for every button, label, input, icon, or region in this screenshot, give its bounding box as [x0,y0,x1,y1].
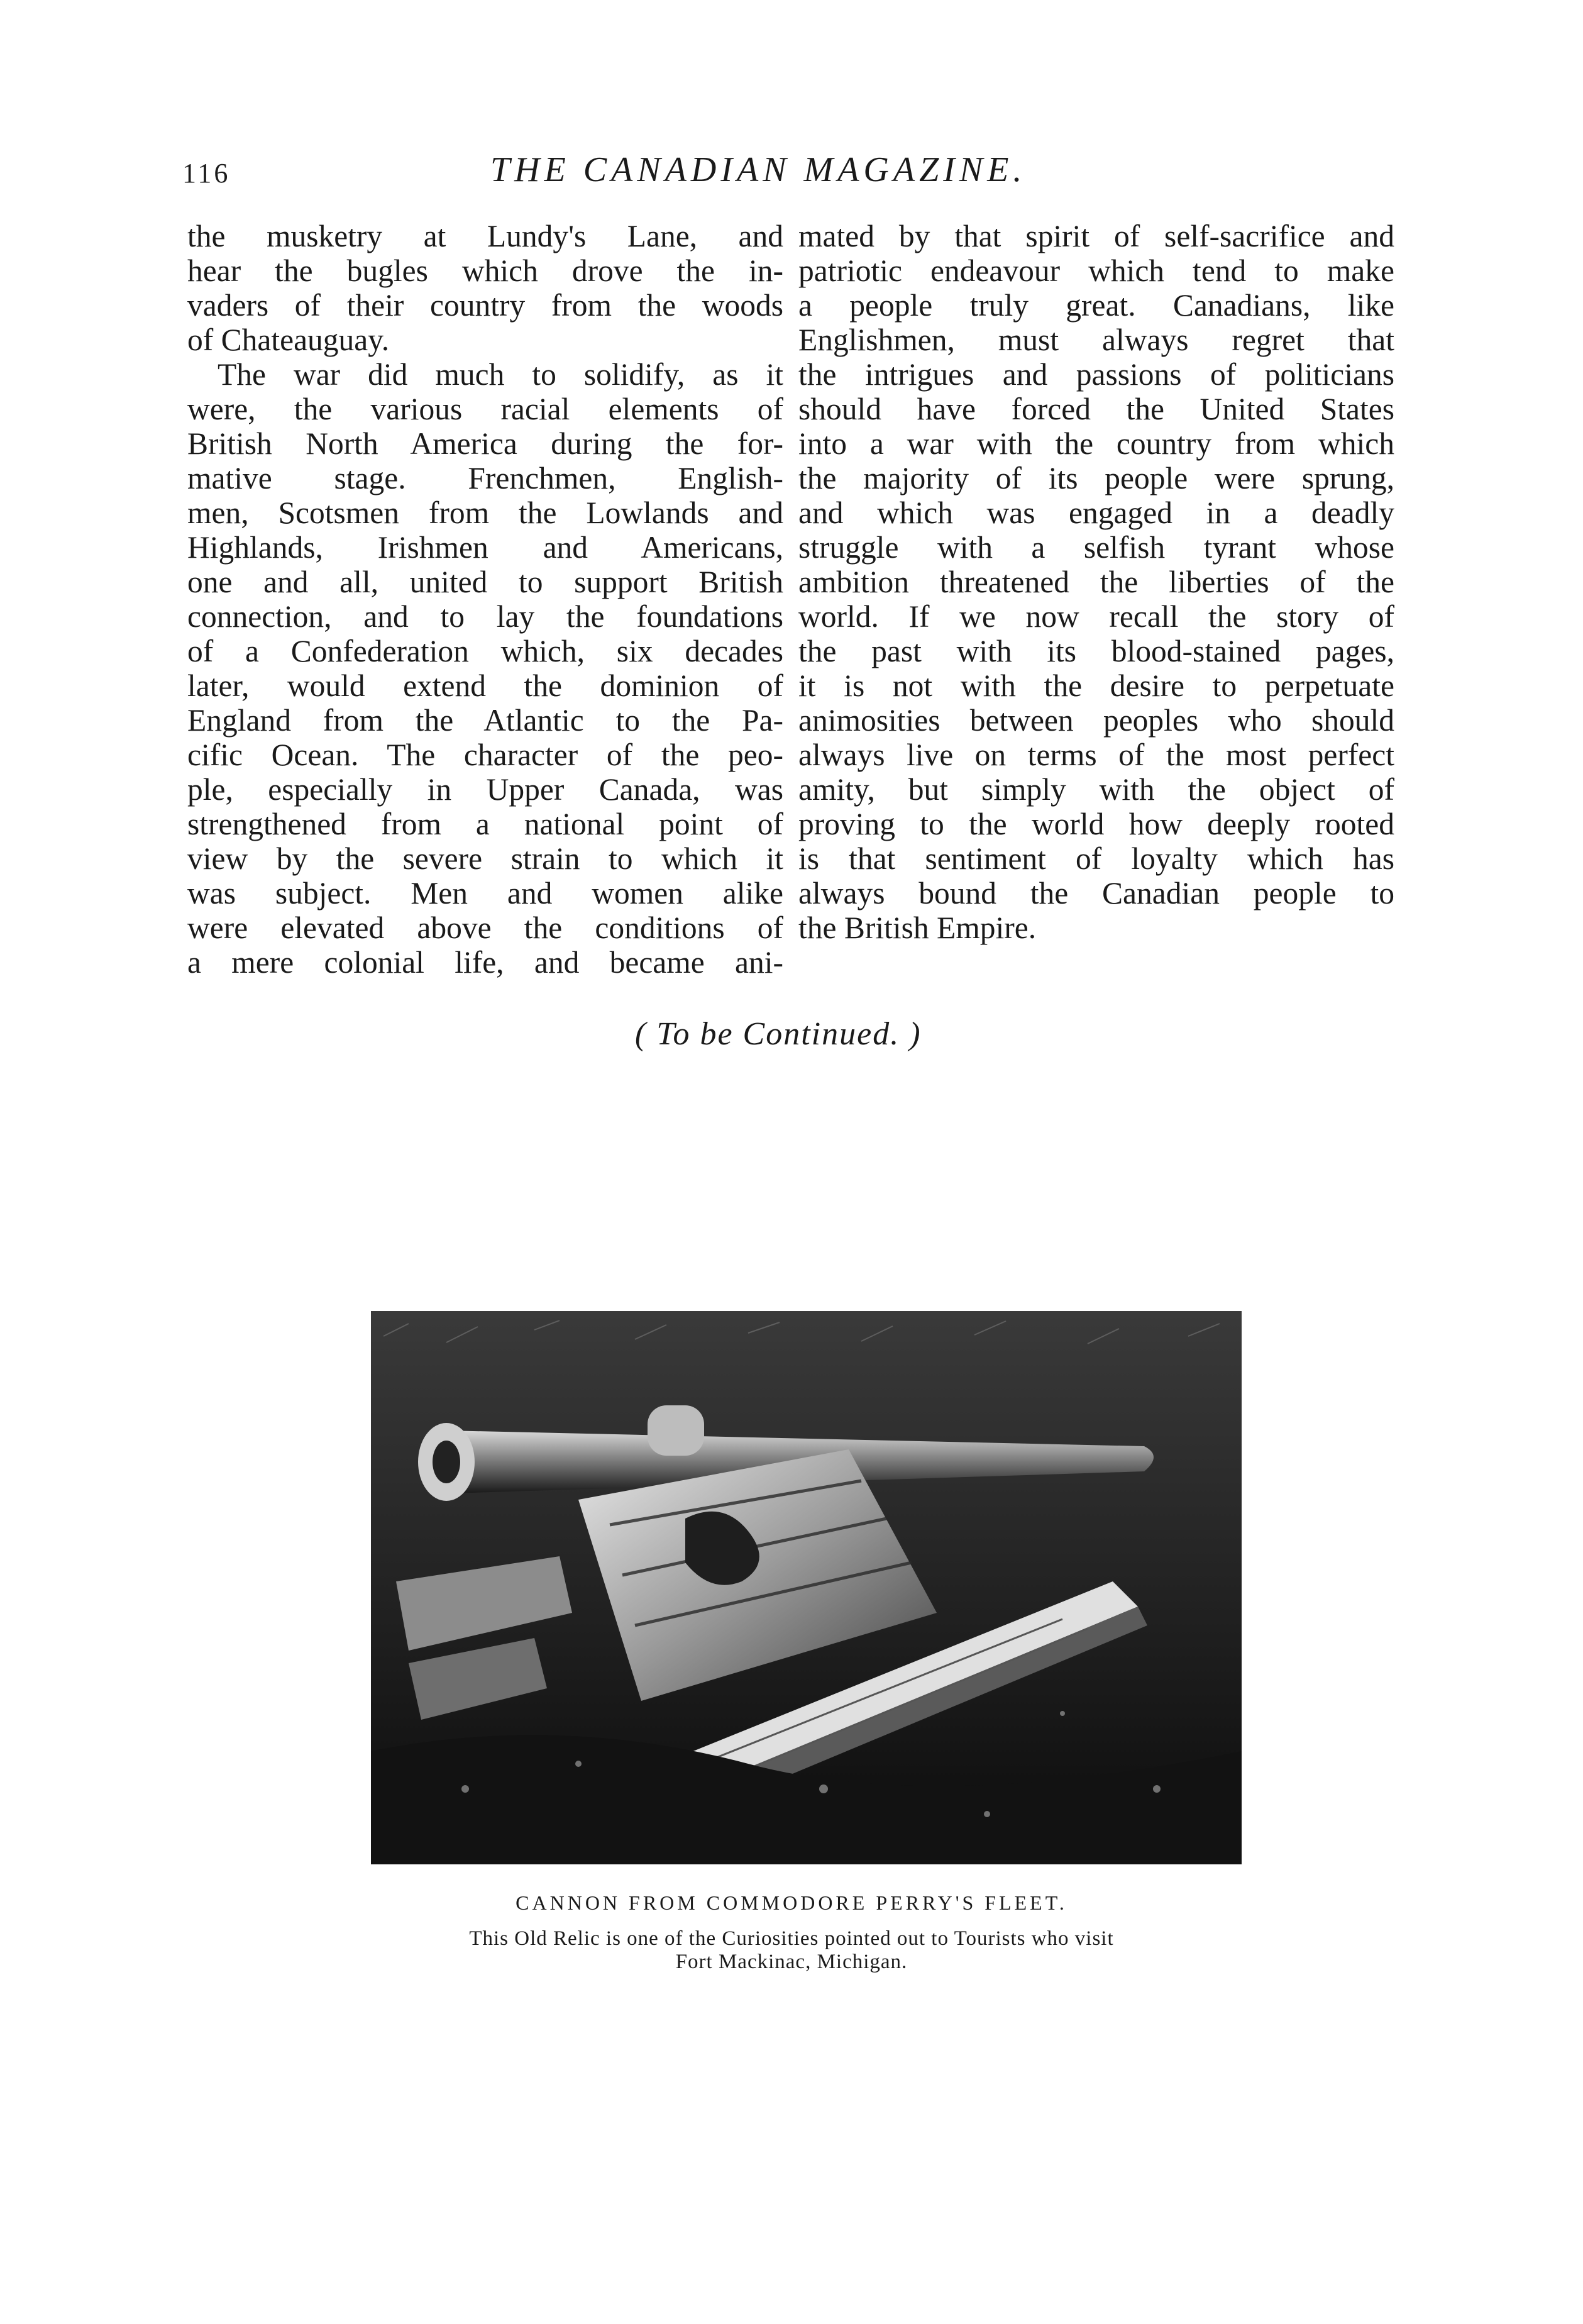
text-line: the majority of its people were sprung, [798,461,1394,495]
text-line: cific Ocean. The character of the peo- [187,738,783,772]
text-line: the British Empire. [798,910,1037,945]
text-line: is that sentiment of loyalty which has [798,841,1394,876]
text-line: British North America during the for- [187,426,783,461]
text-line: amity, but simply with the object of [798,772,1394,807]
text-line: strengthened from a national point of [187,807,783,841]
text-line: ple, especially in Upper Canada, was [187,772,783,807]
text-line: hear the bugles which drove the in- [187,253,783,288]
to-be-continued: ( To be Continued. ) [635,1016,922,1052]
text-line: later, would extend the dominion of [187,668,783,703]
text-line: the musketry at Lundy's Lane, and [187,219,783,253]
text-line: struggle with a selfish tyrant whose [798,530,1394,565]
text-line: animosities between peoples who should [798,703,1394,738]
text-line: it is not with the desire to perpetuate [798,668,1394,703]
text-line: was subject. Men and women alike [187,876,783,910]
text-line: view by the severe strain to which it [187,841,783,876]
text-line: mated by that spirit of self-sacrifice and [798,219,1394,253]
left-column [187,219,783,980]
text-line: vaders of their country from the woods [187,288,783,323]
page-number: 116 [182,158,231,189]
text-line: a people truly great. Canadians, like [798,288,1394,323]
text-line: Englishmen, must always regret that [798,323,1394,357]
caption-text: This Old Relic is one of the Curiosities pointed out to Tourists who visit [469,1927,1114,1950]
text-line: world. If we now recall the story of [798,599,1394,634]
text-line: connection, and to lay the foundations [187,599,783,634]
text-line: proving to the world how deeply rooted [798,807,1394,841]
cannon-photograph [371,1311,1242,1864]
text-line: of a Confederation which, six decades [187,634,783,668]
text-line: of Chateauguay. [187,323,390,357]
caption-text: Fort Mackinac, Michigan. [675,1950,908,1973]
text-line: England from the Atlantic to the Pa- [187,703,783,738]
running-head: THE CANADIAN MAGAZINE. [490,150,1027,189]
text-line: were elevated above the conditions of [187,910,783,945]
text-line: mative stage. Frenchmen, English- [187,461,783,495]
text-line: into a war with the country from which [798,426,1394,461]
text-line: should have forced the United States [798,392,1394,426]
text-line: the past with its blood-stained pages, [798,634,1394,668]
text-line: were, the various racial elements of [187,392,783,426]
text-line: and which was engaged in a deadly [798,495,1394,530]
cannon-photo-illustration [371,1311,1242,1864]
text-line: patriotic endeavour which tend to make [798,253,1394,288]
caption-title: CANNON FROM COMMODORE PERRY'S FLEET. [516,1891,1067,1914]
text-line: the intrigues and passions of politicians [798,357,1394,392]
text-line: men, Scotsmen from the Lowlands and [187,495,783,530]
text-line: a mere colonial life, and became ani- [187,945,783,980]
text-line: Highlands, Irishmen and Americans, [187,530,783,565]
text-line: always live on terms of the most perfect [798,738,1394,772]
text-line: The war did much to solidify, as it [218,357,783,392]
text-line: ambition threatened the liberties of the [798,565,1394,599]
text-line: always bound the Canadian people to [798,876,1394,910]
right-column [798,219,1394,945]
text-line: one and all, united to support British [187,565,783,599]
